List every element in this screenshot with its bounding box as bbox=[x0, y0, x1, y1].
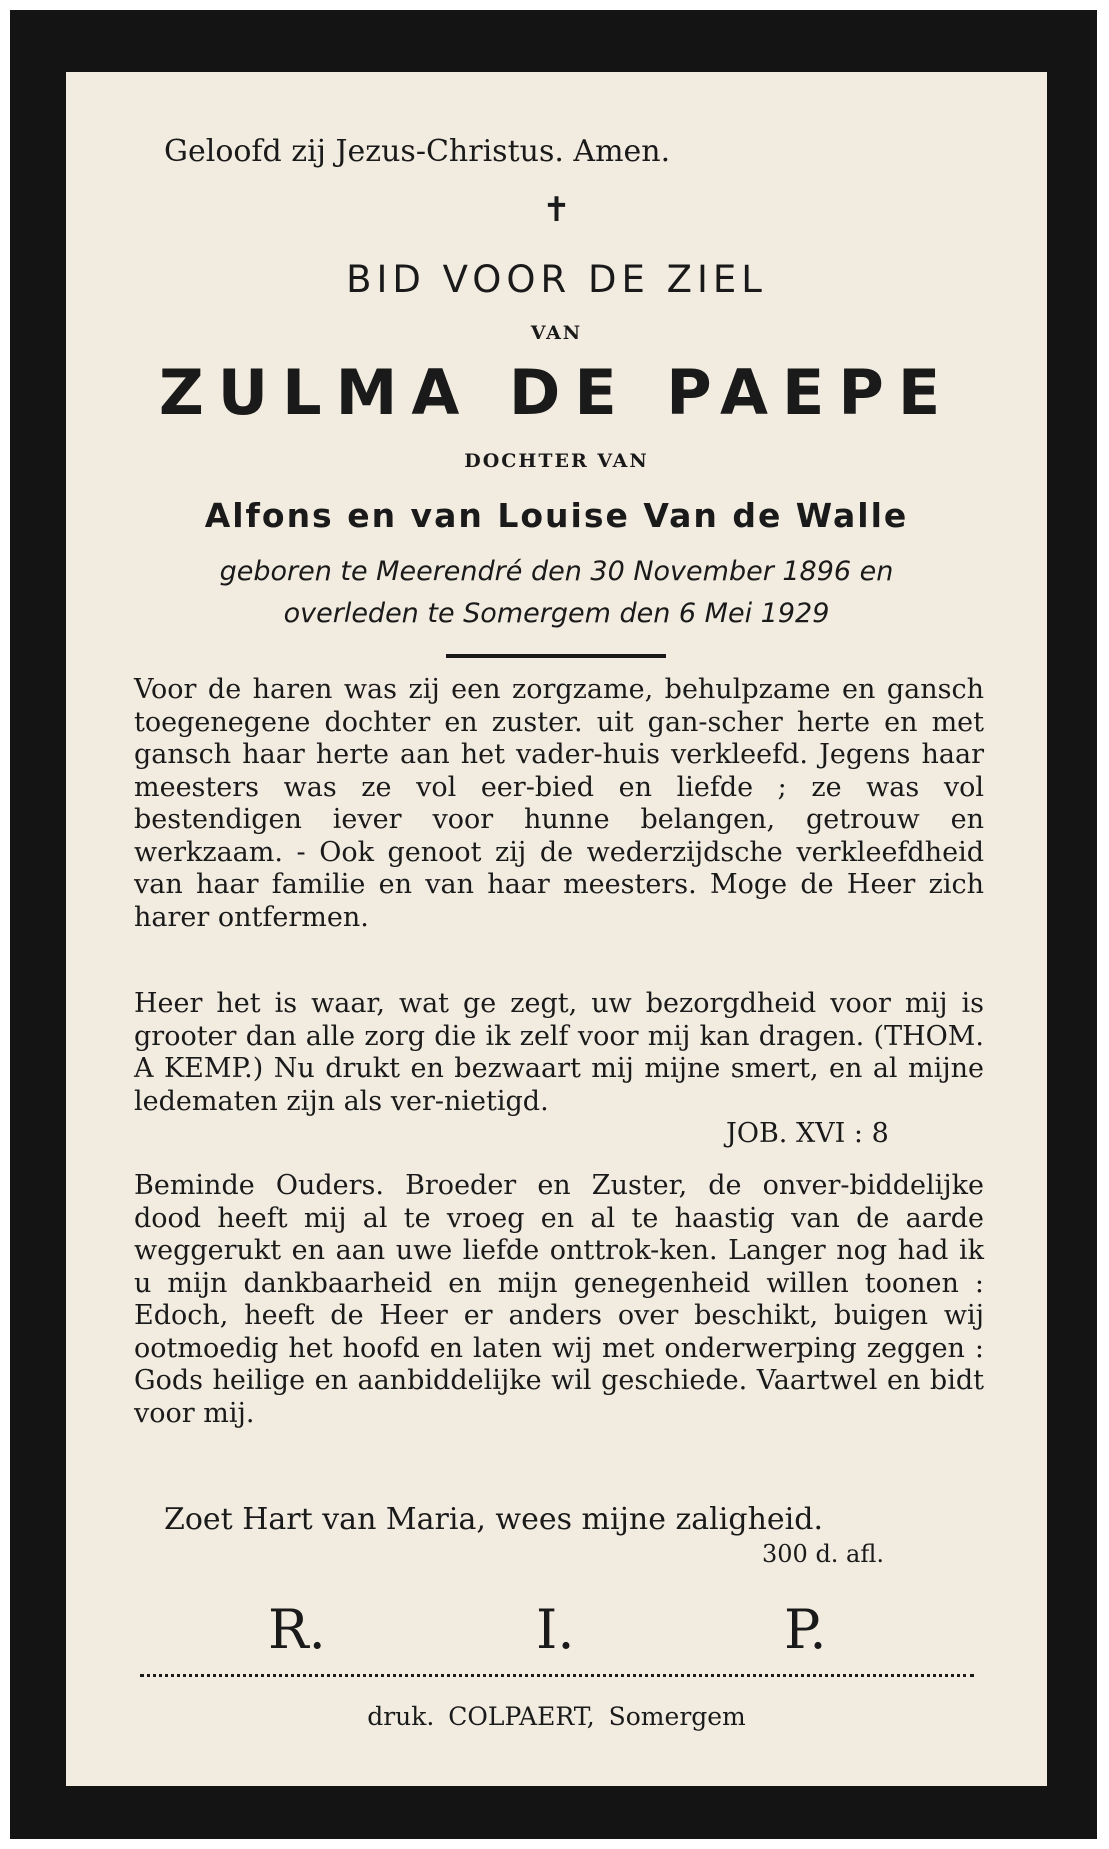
van-label: VAN bbox=[530, 322, 583, 344]
birth-line: geboren te Meerendré den 30 November 1896 en bbox=[219, 556, 894, 587]
death-line: overleden te Somergem den 6 Mei 1929 bbox=[283, 598, 830, 629]
parents-names: Alfons en van Louise Van de Walle bbox=[204, 496, 909, 535]
daughter-of-label: DOCHTER VAN bbox=[464, 450, 649, 472]
opening-prayer: Geloofd zij Jezus-Christus. Amen. bbox=[164, 134, 671, 169]
card-title: BID VOOR DE ZIEL bbox=[346, 258, 767, 301]
closing-prayer: Zoet Hart van Maria, wees mijne zaligheid. bbox=[164, 1502, 823, 1537]
scripture-citation: JOB. XVI : 8 bbox=[726, 1118, 889, 1149]
indulgence-note: 300 d. afl. bbox=[762, 1540, 885, 1568]
divider-rule bbox=[446, 654, 666, 658]
scripture-paragraph: Heer het is waar, wat ge zegt, uw bezorgdheid voor mij is grooter dan alle zorg die ik zelf voor mij kan dragen. (THOM. A KEMP.) Nu drukt en bezwaart mij mijne smert, en al mijne ledematen zijn als ver-nietigd. bbox=[134, 988, 984, 1117]
tribute-paragraph: Voor de haren was zij een zorgzame, behulpzame en gansch toegenegene dochter en zuster. uit gan-scher herte en met gansch haar herte aan het vader-huis verkleefd. Jegens haar meesters was ze vol eer-bied en liefde ; ze was vol bestendigen iever voor hunne belangen, getrouw en werkzaam. - Ook genoot zij de wederzijdsche verkleefdheid van haar familie en van haar meesters. Moge de Heer zich harer ontfermen. bbox=[134, 674, 984, 933]
cross-icon: ✝ bbox=[542, 190, 571, 230]
deceased-name: ZULMA DE PAEPE bbox=[158, 356, 955, 429]
dotted-divider bbox=[140, 1674, 974, 1677]
rip-letter-r: R. bbox=[268, 1598, 326, 1661]
rip-letter-i: I. bbox=[536, 1598, 575, 1661]
printer-credit: druk. COLPAERT, Somergem bbox=[367, 1702, 746, 1731]
rip-letter-p: P. bbox=[784, 1598, 827, 1661]
farewell-paragraph: Beminde Ouders. Broeder en Zuster, de onver-biddelijke dood heeft mij al te vroeg en al te haastig van de aarde weggerukt en aan uwe liefde onttrok-ken. Langer nog had ik u mijn dankbaarheid en mijn genegenheid willen toonen : Edoch, heeft de Heer er anders over beschikt, buigen wij ootmoedig het hoofd en laten wij met onderwerping zeggen : Gods heilige en aanbiddelijke wil geschiede. Vaartwel en bidt voor mij. bbox=[134, 1170, 984, 1429]
memorial-card bbox=[66, 72, 1047, 1786]
